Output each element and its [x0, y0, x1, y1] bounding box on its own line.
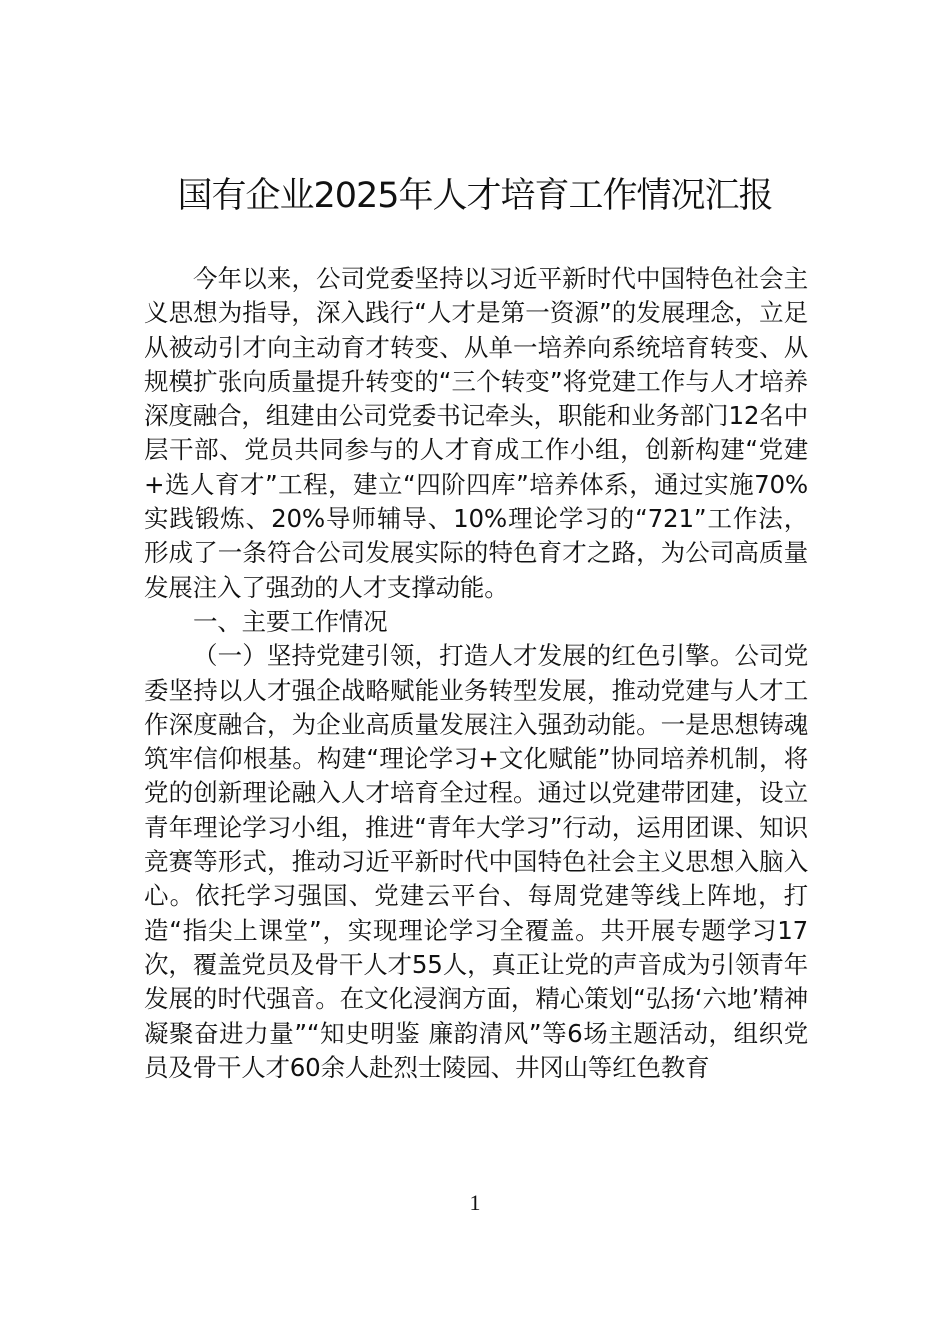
page-number: 1 [469, 1190, 481, 1215]
subsection-paragraph: （一）坚持党建引领，打造人才发展的红色引擎。公司党委坚持以人才强企战略赋能业务转型发展，推动党建与人才工作深度融合，为企业高质量发展注入强劲动能。一是思想铸魂筑牢信仰根基。构建“理论学习+文化赋能”协同培养机制，将党的创新理论融入人才培育全过程。通过以党建带团建，设立青年理论学习小组，推进“青年大学习”行动，运用团课、知识竞赛等形式，推动习近平新时代中国特色社会主义思想入脑入心。依托学习强国、党建云平台、每周党建等线上阵地，打造“指尖上课堂”，实现理论学习全覆盖。共开展专题学习17次，覆盖党员及骨干人才55人，真正让党的声音成为引领青年发展的时代强音。在文化浸润方面，精心策划“弘扬‘六地’精神 凝聚奋进力量”“知史明鉴 廉韵清风”等6场主题活动，组织党员及骨干人才60余人赴烈士陵园、井冈山等红色教育 [144, 641, 808, 1082]
document-title: 国有企业2025年人才培育工作情况汇报 [177, 176, 773, 216]
section-heading: 一、主要工作情况 [193, 606, 388, 636]
intro-paragraph: 今年以来，公司党委坚持以习近平新时代中国特色社会主义思想为指导，深入践行“人才是第一资源”的发展理念，立足从被动引才向主动育才转变、从单一培养向系统培育转变、从规模扩张向质量提升转变的“三个转变”将党建工作与人才培养深度融合，组建由公司党委书记牵头，职能和业务部门12名中层干部、党员共同参与的人才育成工作小组，创新构建“党建+选人育才”工程，建立“四阶四库”培养体系，通过实施70%实践锻炼、20%导师辅导、10%理论学习的“721”工作法，形成了一条符合公司发展实际的特色育才之路，为公司高质量发展注入了强劲的人才支撑动能。 [144, 264, 808, 602]
document-body [144, 262, 808, 1085]
